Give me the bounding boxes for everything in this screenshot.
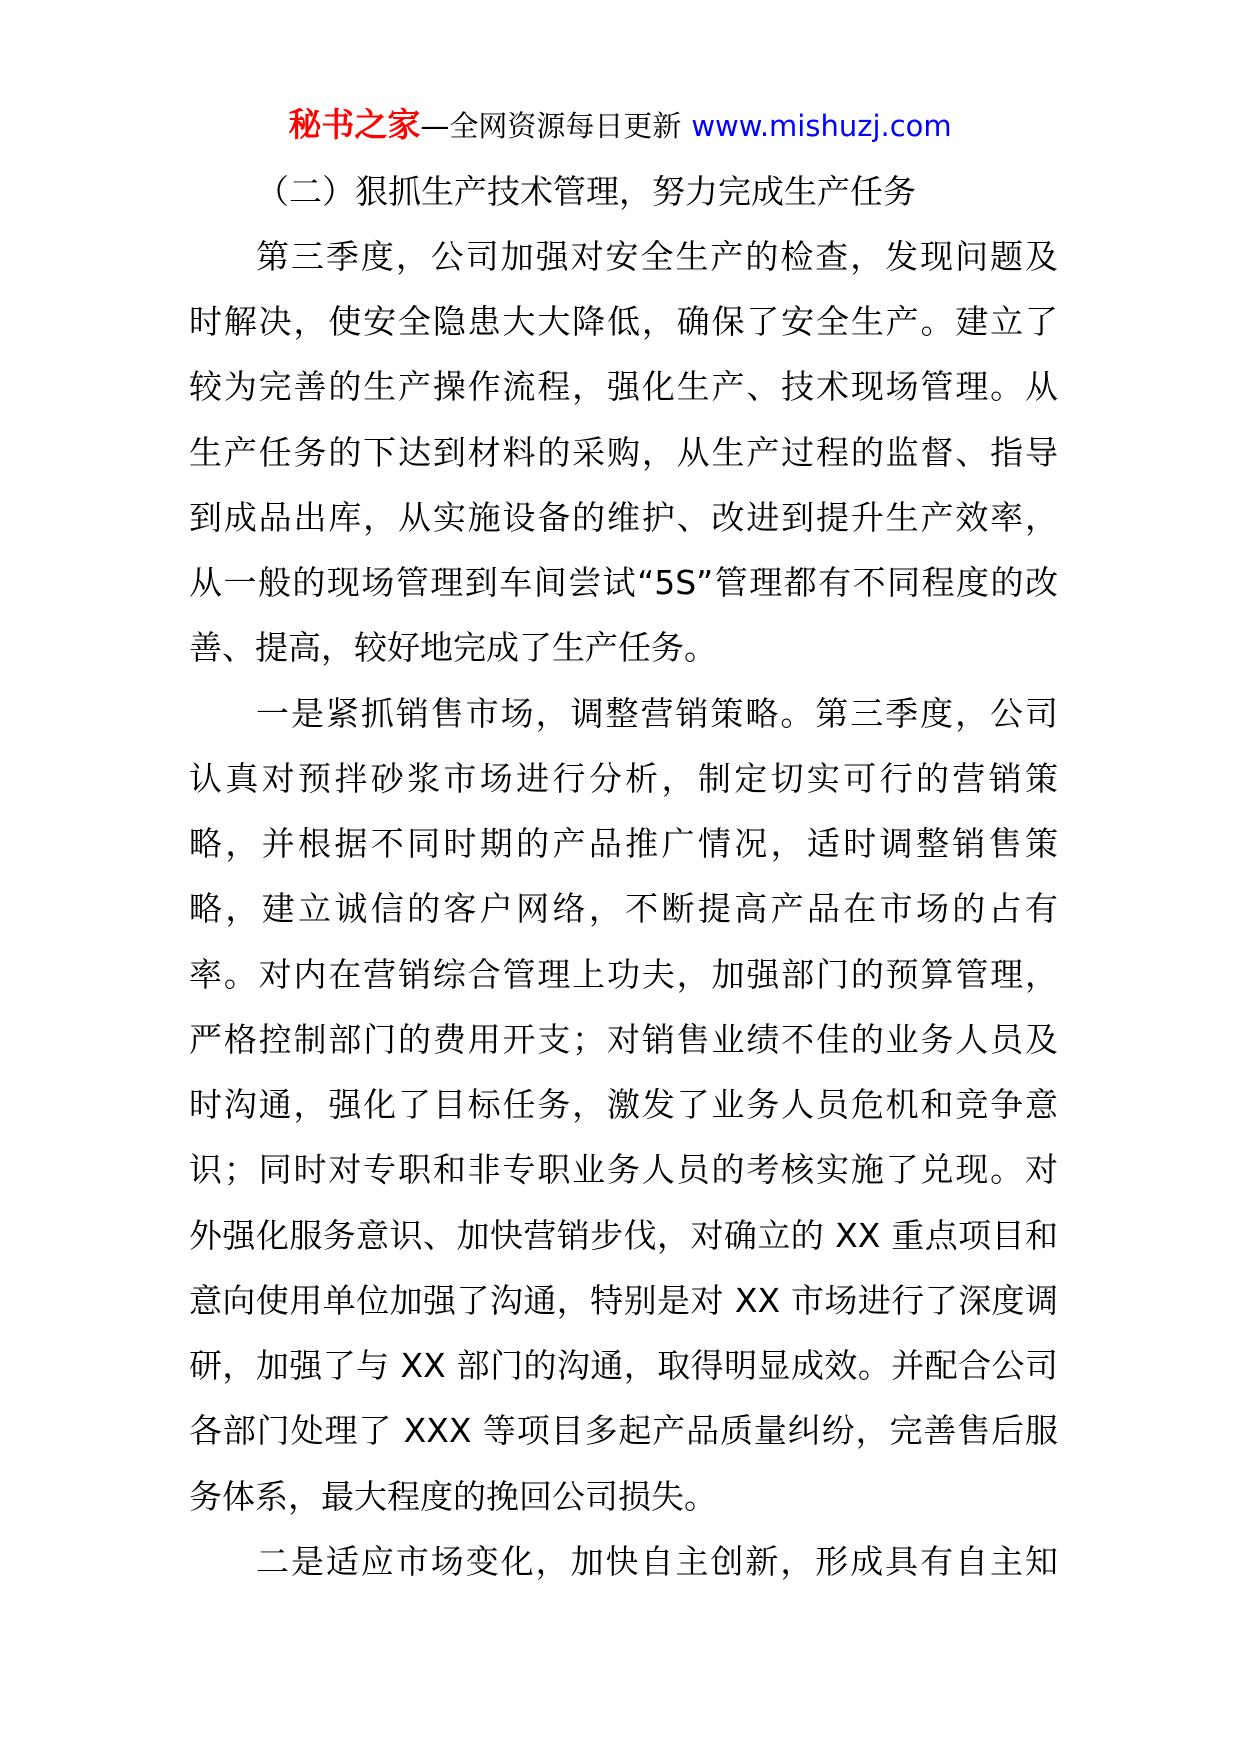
text-line: 略，并根据不同时期的产品推广情况，适时调整销售策 bbox=[189, 824, 1058, 864]
text-line: 认真对预拌砂浆市场进行分析，制定切实可行的营销策 bbox=[189, 758, 1058, 798]
text-line: 较为完善的生产操作流程，强化生产、技术现场管理。从 bbox=[189, 367, 1058, 407]
text-line: 率。对内在营销综合管理上功夫，加强部门的预算管理， bbox=[189, 954, 1058, 994]
text-line: 善、提高，较好地完成了生产任务。 bbox=[189, 628, 717, 668]
text-line: 意向使用单位加强了沟通，特别是对 XX 市场进行了深度调 bbox=[189, 1280, 1058, 1320]
section-heading: （二）狠抓生产技术管理，努力完成生产任务 bbox=[256, 171, 916, 211]
site-header bbox=[0, 105, 1240, 145]
text-line: 从一般的现场管理到车间尝试“5S”管理都有不同程度的改 bbox=[189, 563, 1058, 603]
text-line: 时沟通，强化了目标任务，激发了业务人员危机和竞争意 bbox=[189, 1085, 1058, 1125]
paragraph-production-management bbox=[189, 224, 1058, 681]
text-line: 第三季度，公司加强对安全生产的检查，发现问题及 bbox=[256, 236, 1058, 276]
text-line: 到成品出库，从实施设备的维护、改进到提升生产效率， bbox=[189, 497, 1058, 537]
text-line: 务体系，最大程度的挽回公司损失。 bbox=[189, 1476, 717, 1516]
site-url: www.mishuzj.com bbox=[691, 109, 952, 143]
text-line: 略，建立诚信的客户网络，不断提高产品在市场的占有 bbox=[189, 889, 1058, 929]
text-line: 时解决，使安全隐患大大降低，确保了安全生产。建立了 bbox=[189, 302, 1058, 342]
paragraph-sales-market bbox=[189, 681, 1058, 1529]
text-line: 生产任务的下达到材料的采购，从生产过程的监督、指导 bbox=[189, 432, 1058, 472]
text-line: 研，加强了与 XX 部门的沟通，取得明显成效。并配合公司 bbox=[189, 1346, 1058, 1386]
text-line: 识；同时对专职和非专职业务人员的考核实施了兑现。对 bbox=[189, 1150, 1058, 1190]
text-line: 各部门处理了 XXX 等项目多起产品质量纠纷，完善售后服 bbox=[189, 1411, 1058, 1451]
text-line: 一是紧抓销售市场，调整营销策略。第三季度，公司 bbox=[256, 693, 1058, 733]
text-line: 严格控制部门的费用开支；对销售业绩不佳的业务人员及 bbox=[189, 1019, 1058, 1059]
document-body bbox=[189, 159, 1058, 1595]
site-brand: 秘书之家 bbox=[288, 105, 421, 144]
text-line: 二是适应市场变化，加快自主创新，形成具有自主知 bbox=[256, 1541, 1058, 1581]
paragraph-innovation bbox=[189, 1529, 1058, 1594]
text-line: 外强化服务意识、加快营销步伐，对确立的 XX 重点项目和 bbox=[189, 1215, 1058, 1255]
site-tagline: —全网资源每日更新 bbox=[420, 109, 682, 143]
